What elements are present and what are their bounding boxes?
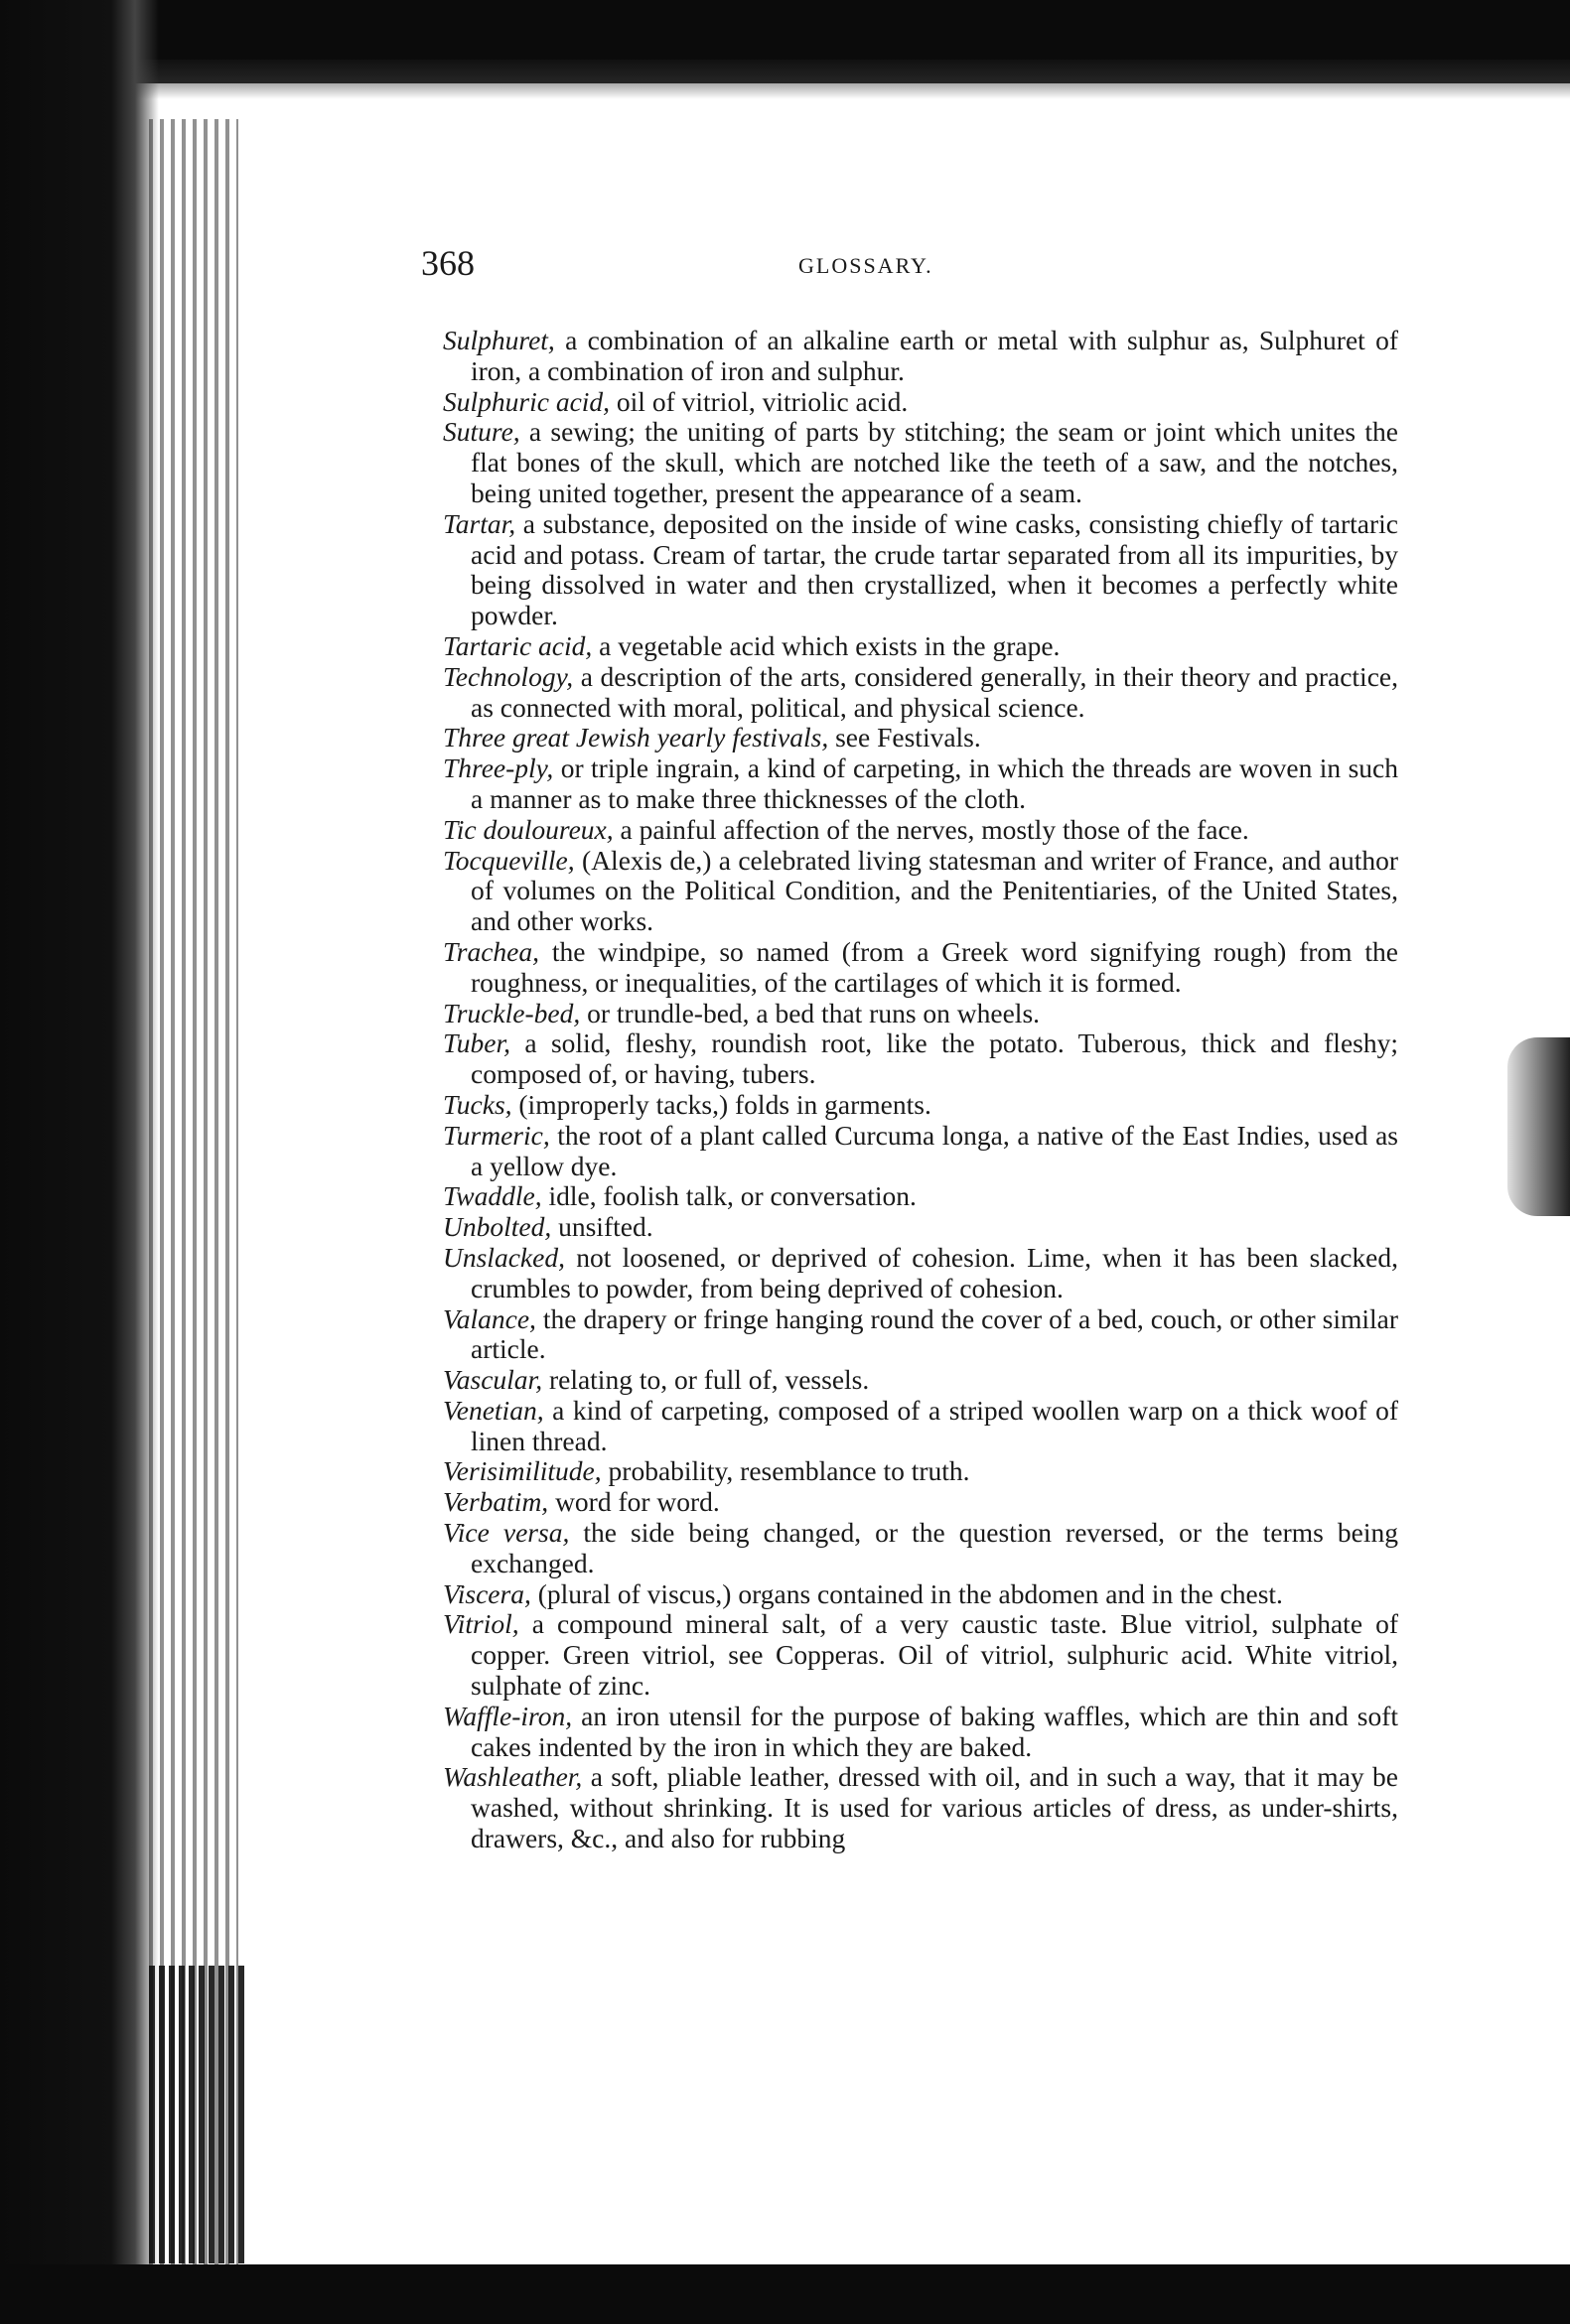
entry-definition: not loosened, or deprived of cohesion. Lime, when it has been slacked, crumbles to powder, from being deprived of cohesion.: [471, 1241, 1398, 1303]
entry-definition: oil of vitriol, vitriolic acid.: [610, 385, 909, 417]
scan-right-smudge: [1507, 1037, 1570, 1216]
entry-term: Technology,: [443, 660, 574, 692]
page-title: GLOSSARY.: [798, 253, 933, 278]
glossary-entry: [443, 387, 1398, 418]
entry-definition: a solid, fleshy, roundish root, like the potato. Tuberous, thick and fleshy; composed of, or having, tubers.: [471, 1027, 1398, 1090]
running-head: [421, 243, 1398, 283]
entry-definition: (Alexis de,) a celebrated living statesman and writer of France, and author of volumes on the Political Condition, and the Penitentiaries, of the United States, and other works.: [471, 844, 1398, 937]
glossary-entries: [443, 326, 1398, 1854]
entry-term: Vascular,: [443, 1364, 543, 1396]
entry-definition: the drapery or fringe hanging round the cover of a bed, couch, or other similar article.: [471, 1302, 1398, 1365]
glossary-entry: [443, 723, 1398, 753]
glossary-entry: [443, 1609, 1398, 1701]
entry-term: Valance,: [443, 1302, 536, 1334]
entry-definition: a substance, deposited on the inside of wine casks, consisting chiefly of tartaric acid and potass. Cream of tartar, the crude tartar separated from all its impurities, by being dissolved in water and then crystallized, when it becomes a perfectly white powder.: [471, 507, 1398, 631]
glossary-entry: [443, 509, 1398, 631]
entry-term: Suture,: [443, 416, 520, 448]
entry-definition: a soft, pliable leather, dressed with oil, and in such a way, that it may be washed, without shrinking. It is used for various articles of dress, as under-shirts, drawers, &c., and also for rubbing: [471, 1761, 1398, 1854]
entry-term: Tartaric acid,: [443, 629, 593, 661]
entry-definition: (plural of viscus,) organs contained in the abdomen and in the chest.: [530, 1577, 1283, 1609]
scan-top-shadow: [0, 60, 1570, 99]
glossary-entry: [443, 1212, 1398, 1243]
entry-term: Twaddle,: [443, 1180, 542, 1212]
entry-definition: (improperly tacks,) folds in garments.: [511, 1088, 931, 1120]
glossary-entry: [443, 1487, 1398, 1518]
entry-definition: probability, resemblance to truth.: [601, 1455, 970, 1487]
entry-definition: a sewing; the uniting of parts by stitching; the seam or joint which unites the flat bones of the skull, which are notched like the teeth of a saw, and the notches, being united together, present the appearance of a seam.: [471, 416, 1398, 508]
glossary-entry: [443, 1028, 1398, 1090]
entry-term: Truckle-bed,: [443, 997, 581, 1028]
glossary-entry: [443, 815, 1398, 846]
entry-definition: idle, foolish talk, or conversation.: [541, 1180, 917, 1212]
book-binding-shadow: [149, 119, 238, 2273]
page-content: [421, 243, 1399, 1854]
entry-term: Three great Jewish yearly festivals,: [443, 722, 829, 753]
entry-term: Tucks,: [443, 1088, 512, 1120]
glossary-entry: [443, 326, 1398, 387]
glossary-entry: [443, 1090, 1398, 1121]
glossary-entry: [443, 1579, 1398, 1610]
glossary-entry: [443, 1304, 1398, 1366]
entry-definition: word for word.: [548, 1486, 720, 1518]
entry-definition: relating to, or full of, vessels.: [542, 1364, 870, 1396]
entry-term: Sulphuric acid,: [443, 385, 611, 417]
entry-definition: a kind of carpeting, composed of a striped woollen warp on a thick woof of linen thread.: [471, 1394, 1398, 1456]
entry-term: Sulphuret,: [443, 325, 555, 355]
entry-definition: or trundle-bed, a bed that runs on wheels.: [580, 997, 1041, 1028]
scan-bottom-border: [0, 2264, 1570, 2324]
entry-term: Verbatim,: [443, 1486, 549, 1518]
glossary-entry: [443, 1243, 1398, 1304]
entry-definition: or triple ingrain, a kind of carpeting, in which the threads are woven in such a manner as to make three thicknesses of the cloth.: [471, 752, 1398, 814]
entry-definition: the windpipe, so named (from a Greek word signifying rough) from the roughness, or inequalities, of the cartilages of which it is formed.: [471, 935, 1398, 998]
entry-term: Tartar,: [443, 507, 516, 539]
entry-definition: an iron utensil for the purpose of baking waffles, which are thin and soft cakes indented by the iron in which they are baked.: [471, 1700, 1398, 1762]
entry-term: Viscera,: [443, 1577, 531, 1609]
entry-term: Tic douloureux,: [443, 813, 614, 845]
glossary-entry: [443, 753, 1398, 815]
glossary-entry: [443, 937, 1398, 999]
entry-term: Unbolted,: [443, 1211, 552, 1243]
scan-left-border: [0, 0, 159, 2324]
glossary-entry: [443, 417, 1398, 508]
entry-definition: a description of the arts, considered generally, in their theory and practice, as connected with moral, political, and physical science.: [471, 660, 1398, 723]
entry-term: Vitriol,: [443, 1608, 519, 1640]
glossary-entry: [443, 1456, 1398, 1487]
entry-term: Turmeric,: [443, 1119, 550, 1151]
glossary-entry: [443, 1762, 1398, 1853]
entry-term: Unslacked,: [443, 1241, 565, 1273]
glossary-entry: [443, 846, 1398, 937]
entry-definition: a painful affection of the nerves, mostly those of the face.: [613, 813, 1249, 845]
glossary-entry: [443, 1181, 1398, 1212]
entry-definition: the root of a plant called Curcuma longa, a native of the East Indies, used as a yellow dye.: [471, 1119, 1398, 1181]
entry-term: Trachea,: [443, 935, 540, 967]
entry-definition: a combination of an alkaline earth or metal with sulphur as, Sulphuret of iron, a combination of iron and sulphur.: [471, 325, 1398, 386]
entry-term: Waffle-iron,: [443, 1700, 573, 1731]
glossary-entry: [443, 1365, 1398, 1396]
glossary-entry: [443, 1702, 1398, 1763]
entry-definition: a vegetable acid which exists in the grape.: [592, 629, 1061, 661]
entry-term: Washleather,: [443, 1761, 583, 1793]
glossary-entry: [443, 1121, 1398, 1182]
entry-definition: a compound mineral salt, of a very caustic taste. Blue vitriol, sulphate of copper. Green vitriol, see Copperas. Oil of vitriol, sulphuric acid. White vitriol, sulphate of zinc.: [471, 1608, 1398, 1702]
page-number: 368: [421, 243, 475, 283]
glossary-entry: [443, 999, 1398, 1029]
entry-term: Vice versa,: [443, 1517, 570, 1549]
entry-term: Verisimilitude,: [443, 1455, 602, 1487]
entry-term: Venetian,: [443, 1394, 544, 1426]
book-binding-shadow-lower: [149, 1966, 248, 2263]
entry-definition: unsifted.: [551, 1211, 653, 1243]
glossary-entry: [443, 1396, 1398, 1457]
glossary-entry: [443, 1518, 1398, 1579]
entry-term: Tuber,: [443, 1027, 511, 1059]
entry-definition: see Festivals.: [828, 722, 981, 753]
entry-term: Three-ply,: [443, 752, 554, 784]
entry-term: Tocqueville,: [443, 844, 575, 876]
glossary-entry: [443, 662, 1398, 724]
glossary-entry: [443, 631, 1398, 662]
entry-definition: the side being changed, or the question reversed, or the terms being exchanged.: [471, 1517, 1399, 1578]
